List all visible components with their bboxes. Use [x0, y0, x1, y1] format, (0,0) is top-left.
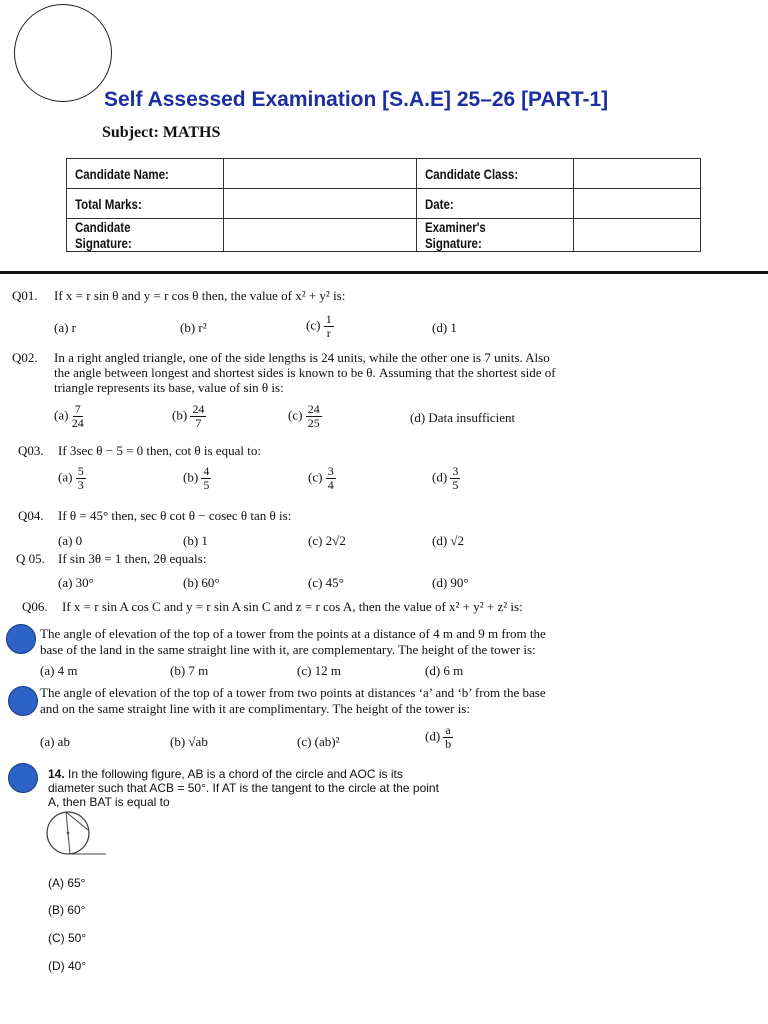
q01-option-b[interactable]: (b) r²: [180, 320, 207, 335]
q08-option-d-fraction: [443, 724, 452, 751]
q04-option-b[interactable]: (b) 1: [183, 533, 208, 548]
date-field[interactable]: [574, 189, 701, 219]
q07-option-b[interactable]: (b) 7 m: [170, 663, 209, 678]
q03-number: Q03.: [18, 443, 44, 458]
q01-option-c-label: (c): [306, 317, 321, 333]
date-label: Date:: [417, 189, 574, 219]
q01-option-a[interactable]: (a) r: [54, 320, 77, 335]
question-bullet: [6, 624, 36, 654]
q08-option-a[interactable]: (a) ab: [40, 734, 70, 749]
q07-line-2: base of the land in the same straight line with it, are complementary. The height of the tower is:: [40, 642, 536, 657]
q03-option-a-fraction: [76, 465, 86, 492]
q02-option-c[interactable]: [288, 403, 322, 430]
q03-option-d-fraction: [450, 465, 460, 492]
q03-option-b-label: (b): [183, 469, 199, 485]
q03-option-c-fraction: [326, 465, 336, 492]
q03-option-d-label: (d): [432, 469, 448, 485]
subject-label: Subject: MATHS: [102, 124, 221, 141]
q04-option-c[interactable]: (c) 2√2: [308, 533, 346, 548]
fraction-denominator: 4: [327, 478, 334, 492]
q14-line-2: diameter such that ACB = 50°. If AT is the tangent to the circle at the point: [48, 781, 439, 795]
q03-option-a[interactable]: [58, 465, 86, 492]
q14-option-a[interactable]: (A) 65°: [48, 876, 86, 890]
fraction-numerator: 4: [203, 464, 210, 478]
fraction-numerator: 24: [307, 402, 320, 416]
examiner-signature-field[interactable]: [574, 219, 701, 252]
fraction-numerator: 3: [327, 464, 334, 478]
q04-text: If θ = 45° then, sec θ cot θ − cosec θ tan θ is:: [58, 508, 292, 523]
q02-line-2: the angle between longest and shortest sides is known to be θ. Assuming that the shortest side of: [54, 365, 556, 380]
candidate-name-label: Candidate Name:: [67, 159, 224, 189]
q01-option-c[interactable]: [306, 313, 334, 340]
fraction-denominator: 25: [307, 416, 320, 430]
total-marks-field[interactable]: [224, 189, 417, 219]
q03-option-a-label: (a): [58, 469, 73, 485]
q08-line-2: and on the same straight line with it are complimentary. The height of the tower is:: [40, 701, 470, 716]
q02-line-1: In a right angled triangle, one of the side lengths is 24 units, while the other one is 7 units. Also: [54, 350, 550, 365]
fraction-denominator: 3: [77, 478, 84, 492]
q06-text: If x = r sin A cos C and y = r sin A sin C and z = r cos A, then the value of x² + y² + z² is:: [62, 599, 523, 614]
q04-option-d[interactable]: (d) √2: [432, 533, 465, 548]
q01-option-c-fraction: [324, 313, 334, 340]
q07-option-c[interactable]: (c) 12 m: [297, 663, 342, 678]
q02-option-b-fraction: [190, 403, 206, 430]
fraction-numerator: 1: [325, 312, 332, 326]
q05-option-b[interactable]: (b) 60°: [183, 575, 220, 590]
q02-option-b-label: (b): [172, 407, 188, 423]
fraction-numerator: 5: [77, 464, 84, 478]
fraction-denominator: b: [445, 737, 452, 751]
question-bullet: [8, 763, 38, 793]
q03-option-b-fraction: [201, 465, 211, 492]
q03-option-b[interactable]: [183, 465, 211, 492]
page-title: Self Assessed Examination [S.A.E] 25–26 [PART-1]: [104, 88, 609, 111]
section-divider: [0, 271, 768, 274]
candidate-signature-label: Candidate Signature:: [67, 219, 224, 252]
q02-option-c-fraction: [306, 403, 322, 430]
q14-option-d[interactable]: (D) 40°: [48, 959, 87, 973]
total-marks-label: Total Marks:: [67, 189, 224, 219]
q14-line-1-text: In the following figure, AB is a chord of the circle and AOC is its: [68, 767, 403, 781]
q03-option-c[interactable]: [308, 465, 336, 492]
q02-option-a-label: (a): [54, 407, 69, 423]
q02-option-a-fraction: [72, 403, 84, 430]
examiner-signature-label: Examiner's Signature:: [417, 219, 574, 252]
candidate-signature-field[interactable]: [224, 219, 417, 252]
q02-option-c-label: (c): [288, 407, 303, 423]
q01-text: If x = r sin θ and y = r cos θ then, the value of x² + y² is:: [54, 288, 346, 303]
candidate-name-field[interactable]: [224, 159, 417, 189]
fraction-numerator: 3: [452, 464, 459, 478]
candidate-class-field[interactable]: [574, 159, 701, 189]
q03-option-c-label: (c): [308, 469, 323, 485]
q02-line-3: triangle represents its base, value of sin θ is:: [54, 380, 284, 395]
q05-option-a[interactable]: (a) 30°: [58, 575, 94, 590]
q14-line-1: [48, 767, 403, 781]
q02-number: Q02.: [12, 350, 38, 365]
question-bullet: [8, 686, 38, 716]
q05-number: Q 05.: [16, 551, 45, 566]
fraction-denominator: 24: [71, 416, 84, 430]
q04-option-a[interactable]: (a) 0: [58, 533, 83, 548]
q03-text: If 3sec θ − 5 = 0 then, cot θ is equal to:: [58, 443, 261, 458]
q05-text: If sin 3θ = 1 then, 2θ equals:: [58, 551, 207, 566]
figure-center-point: [67, 832, 70, 835]
q07-option-a[interactable]: (a) 4 m: [40, 663, 78, 678]
q14-number: 14.: [48, 767, 65, 781]
fraction-numerator: 24: [192, 402, 205, 416]
fraction-denominator: 5: [452, 478, 459, 492]
q08-option-d[interactable]: [425, 724, 453, 751]
q08-option-c[interactable]: (c) (ab)²: [297, 734, 340, 749]
q05-option-c[interactable]: (c) 45°: [308, 575, 344, 590]
q01-number: Q01.: [12, 288, 38, 303]
q07-option-d[interactable]: (d) 6 m: [425, 663, 464, 678]
fraction-denominator: 7: [195, 416, 202, 430]
q14-option-c[interactable]: (C) 50°: [48, 931, 87, 945]
q08-option-d-label: (d): [425, 728, 441, 744]
q01-option-d[interactable]: (d) 1: [432, 320, 457, 335]
q08-line-1: The angle of elevation of the top of a tower from two points at distances ‘a’ and ‘b’ from the base: [40, 685, 546, 700]
q04-number: Q04.: [18, 508, 44, 523]
q02-option-a[interactable]: [54, 403, 84, 430]
logo-circle: [14, 4, 112, 102]
q07-line-1: The angle of elevation of the top of a tower from the points at a distance of 4 m and 9 m from the: [40, 626, 546, 641]
q02-option-b[interactable]: [172, 403, 206, 430]
fraction-numerator: a: [445, 723, 451, 737]
q14-option-b[interactable]: (B) 60°: [48, 903, 86, 917]
fraction-denominator: 5: [203, 478, 210, 492]
candidate-class-label: Candidate Class:: [417, 159, 574, 189]
q05-option-d[interactable]: (d) 90°: [432, 575, 469, 590]
circle-figure: [44, 808, 110, 860]
q06-number: Q06.: [22, 599, 48, 614]
candidate-info-table: [66, 158, 701, 252]
q14-line-3: A, then BAT is equal to: [48, 795, 170, 809]
fraction-numerator: 7: [74, 402, 81, 416]
q03-option-d[interactable]: [432, 465, 460, 492]
q08-option-b[interactable]: (b) √ab: [170, 734, 208, 749]
fraction-denominator: r: [326, 326, 331, 340]
q02-option-d[interactable]: (d) Data insufficient: [410, 410, 516, 425]
